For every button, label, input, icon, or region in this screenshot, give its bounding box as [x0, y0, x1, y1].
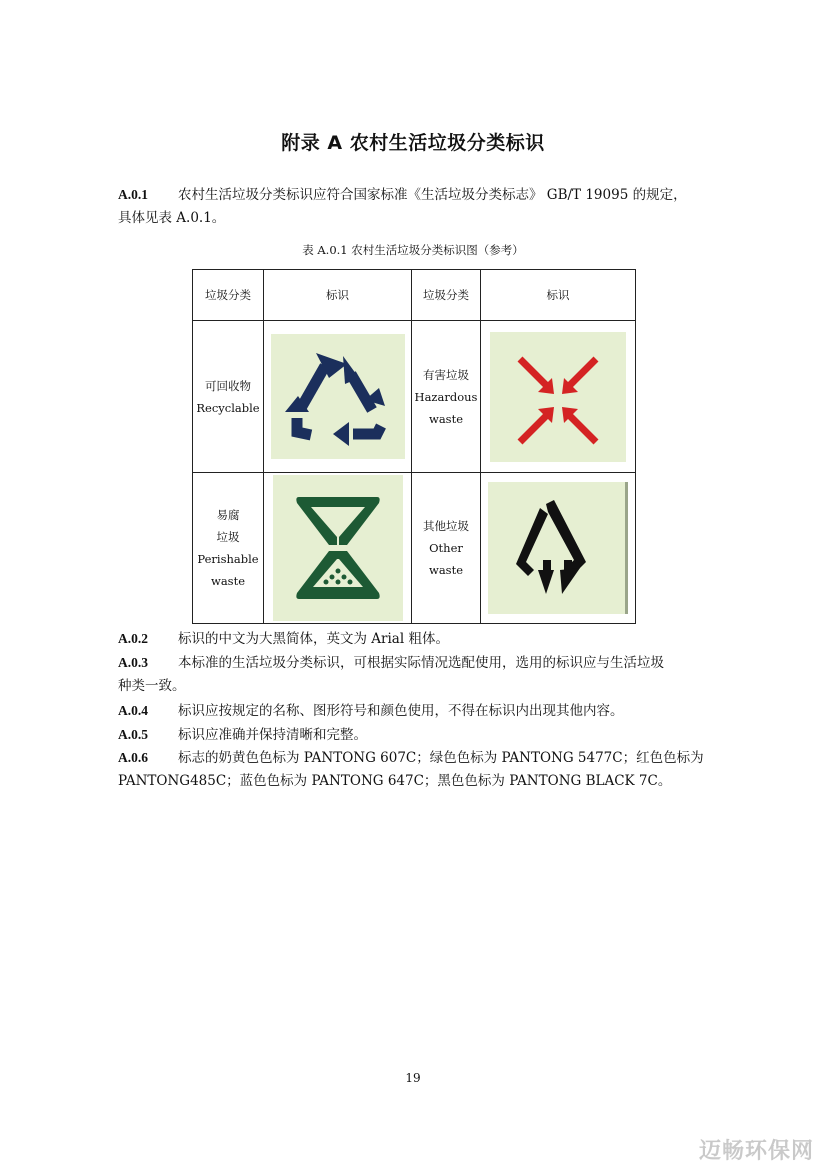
clause-text-cont: PANTONG485C；蓝色色标为 PANTONG 647C；黑色色标为 PANTONG BLACK 7C。	[118, 773, 672, 789]
page-number: 19	[405, 1071, 421, 1085]
clause-number: A.0.3	[118, 655, 148, 670]
clause-text: 农村生活垃圾分类标识应符合国家标准《生活垃圾分类标志》 GB/T 19095 的规定，	[178, 187, 687, 203]
recycle-arrows-icon	[271, 334, 405, 459]
inward-arrows-icon	[490, 332, 626, 462]
hourglass-icon	[273, 475, 403, 621]
other-waste-icon	[488, 482, 628, 614]
symbol-cell	[481, 321, 636, 473]
clause-text-cont: 具体见表 A.0.1。	[118, 210, 226, 226]
clause-text: 标识的中文为大黑简体，英文为 Arial 粗体。	[178, 631, 449, 647]
table-row	[193, 473, 636, 624]
symbol-cell	[264, 473, 412, 624]
symbol-table	[192, 269, 636, 624]
header-symbol: 标识	[264, 270, 412, 321]
page-title: 附录 A 农村生活垃圾分类标识	[281, 132, 545, 154]
clause-text: 标识应准确并保持清晰和完整。	[178, 727, 367, 743]
clause-number: A.0.1	[118, 187, 148, 202]
clause-number: A.0.4	[118, 703, 148, 718]
clause-a01	[118, 183, 718, 230]
symbol-cell	[264, 321, 412, 473]
clause-a06	[118, 746, 718, 793]
clause-text: 标志的奶黄色色标为 PANTONG 607C；绿色色标为 PANTONG 5477C；红色色标为	[178, 750, 704, 766]
header-category: 垃圾分类	[412, 270, 481, 321]
clause-text: 本标准的生活垃圾分类标识，可根据实际情况选配使用，选用的标识应与生活垃圾	[178, 655, 664, 671]
table-row	[193, 321, 636, 473]
table-caption: 表 A.0.1 农村生活垃圾分类标识图（参考）	[302, 243, 524, 257]
clause-number: A.0.5	[118, 727, 148, 742]
clause-text-cont: 种类一致。	[118, 678, 186, 694]
watermark: 迈畅环保网	[698, 1139, 814, 1164]
table-header-row	[193, 270, 636, 321]
category-perishable: 易腐 垃圾 Perishable waste	[193, 473, 264, 624]
header-symbol: 标识	[481, 270, 636, 321]
clause-number: A.0.2	[118, 631, 148, 646]
symbol-cell	[481, 473, 636, 624]
clause-a04	[118, 699, 718, 723]
category-recyclable: 可回收物 Recyclable	[193, 321, 264, 473]
category-hazardous: 有害垃圾 Hazardous waste	[412, 321, 481, 473]
clause-a02	[118, 627, 718, 651]
clause-a05	[118, 723, 718, 747]
clause-text: 标识应按规定的名称、图形符号和颜色使用，不得在标识内出现其他内容。	[178, 703, 624, 719]
category-other: 其他垃圾 Other waste	[412, 473, 481, 624]
header-category: 垃圾分类	[193, 270, 264, 321]
clause-number: A.0.6	[118, 750, 148, 765]
clause-a03	[118, 651, 718, 698]
